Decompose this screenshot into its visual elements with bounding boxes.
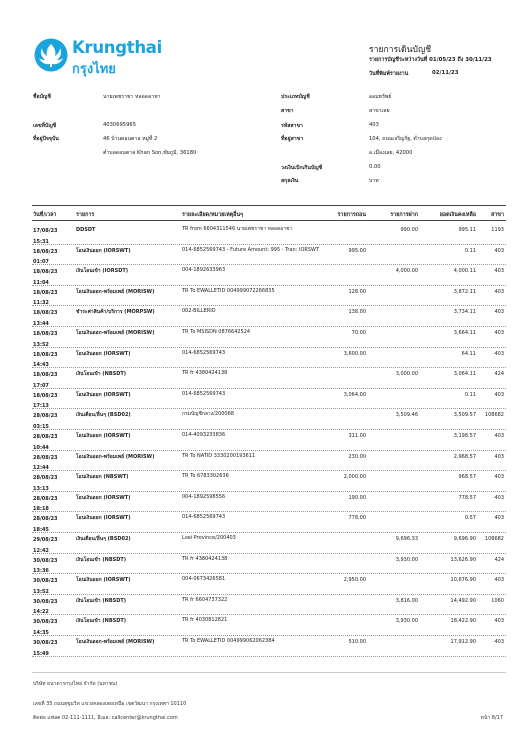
cell-balance: 3,664.11: [453, 330, 476, 336]
col-branch: สาขา: [490, 212, 504, 218]
cell-time-value: 17:07: [33, 382, 49, 389]
cell-balance: 0.11: [464, 391, 476, 398]
cell-description: TR To EWALLETID 004999072266835: [182, 287, 275, 294]
cell-deposit: 990.00: [400, 227, 418, 233]
cell-date-value: 28/08/23: [33, 475, 58, 482]
account-name: นายเพชราชา หลอดอาชา: [103, 94, 161, 100]
cell-deposit: 9,696.33: [395, 536, 418, 542]
cell-time-value: 18:18: [33, 506, 49, 513]
cell-withdrawal: 510.00: [348, 639, 366, 645]
cell-type: โอนเงินออก (IORSWT): [76, 350, 131, 357]
table-row: [32, 327, 506, 348]
cell-branch: 403: [494, 515, 504, 522]
cell-balance: 3,734.11: [453, 309, 476, 316]
cell-description: 004-0673426581: [182, 576, 226, 583]
cell-description: TR fr 4030812821: [182, 617, 228, 624]
table-row: [32, 224, 506, 245]
table-row: [32, 265, 506, 286]
cell-date-value: 30/08/23: [33, 640, 58, 646]
cell-type: โอนเงินออก (IORSWT): [76, 433, 131, 439]
cell-description: TR To EWALLETID 004999062062384: [182, 638, 275, 644]
cell-balance: 3,198.57: [453, 433, 476, 439]
table-row: [32, 430, 506, 451]
account-name-label: ชื่อบัญชี: [33, 94, 51, 100]
cell-time-value: 13:52: [33, 341, 49, 348]
cell-withdrawal: 995.00: [348, 247, 366, 254]
branch-address-line-1: 104, ถนนเจริญรัฐ, ตำบลกุดป่อง: [369, 136, 442, 142]
cell-branch: 403: [494, 577, 504, 584]
cell-type: เงินโอนเข้า (NBSDT): [76, 371, 127, 378]
cell-description: TR To 6783302636: [182, 473, 229, 480]
address-label: ที่อยู่ปัจจุบัน: [33, 136, 59, 142]
cell-type: เงินเดือน/อื่นๆ (BSD02): [76, 536, 131, 542]
cell-deposit: 4,000.00: [395, 268, 418, 275]
account-type: ออมทรัพย์: [369, 94, 392, 100]
cell-type: DDSDT: [76, 227, 96, 233]
cell-time-value: 13:36: [33, 568, 49, 575]
cell-branch: 403: [494, 288, 504, 295]
cell-description: TR from 6604311546 นายเพชราชา หลอดอาชา: [182, 226, 293, 232]
cell-balance: 9,696.90: [453, 536, 476, 542]
table-row: [32, 533, 506, 554]
cell-description: TR fr 4380424138: [182, 370, 228, 377]
table-row: [32, 409, 506, 430]
statement-period: รายการบัญชีระหว่างวันที่ 01/05/23 ถึง 30/11/23: [369, 57, 492, 63]
col-deposit: รายการฝาก: [390, 212, 418, 218]
col-type: รายการ: [76, 212, 95, 218]
table-row: [32, 306, 506, 327]
cell-date-value: 30/08/23: [33, 557, 58, 564]
cell-description: กรมบัญชีกลาง/200068: [182, 411, 234, 418]
print-date-label: วันที่พิมพ์รายงาน: [369, 71, 409, 77]
branch-label: สาขา: [281, 108, 294, 114]
table-row: [32, 574, 506, 595]
cell-branch: 403: [494, 330, 504, 336]
table-row: [32, 245, 506, 266]
cell-type: โอนเงินออก-พร้อมเพย์ (MORISW): [76, 453, 155, 460]
cell-time-value: 11:32: [33, 300, 49, 307]
cell-date-value: 28/08/23: [33, 516, 58, 523]
cell-deposit: 3,000.00: [395, 371, 418, 378]
cell-branch: 403: [494, 391, 504, 398]
cell-time-value: 01:07: [33, 259, 49, 266]
cell-withdrawal: 138.00: [348, 309, 366, 316]
cell-time-value: 15:49: [33, 650, 49, 657]
account-type-label: ประเภทบัญชี: [281, 94, 310, 100]
cell-time-value: 12:44: [33, 465, 49, 472]
cell-balance: 14,492.90: [450, 597, 476, 604]
cell-deposit: 3,509.46: [395, 412, 418, 419]
overdraft-label: วงเงินเบิกเกินบัญชี: [281, 165, 323, 171]
cell-deposit: 3,930.00: [395, 618, 418, 625]
cell-description: 004-1892633963: [182, 267, 226, 274]
cell-balance: 0.57: [464, 515, 476, 522]
cell-balance: 3,064.11: [453, 371, 476, 378]
branch-address-line-2: อ.เมืองเลย, 42000: [369, 150, 413, 156]
cell-description: 014-6852569743: [182, 349, 226, 356]
cell-description: TR To MSISDN 0876642524: [182, 329, 251, 335]
cell-date-value: 18/08/23: [33, 269, 58, 276]
cell-time-value: 13:13: [33, 485, 49, 492]
cell-description: Loei Province/200403: [182, 535, 236, 541]
cell-withdrawal: 230.00: [348, 453, 366, 460]
table-row: [32, 615, 506, 636]
cell-balance: 4,000.11: [453, 268, 476, 275]
cell-description: TR fr 6604737322: [182, 596, 228, 603]
cell-date-value: 18/08/23: [33, 392, 58, 399]
cell-balance: 17,912.90: [450, 639, 476, 645]
cell-time-value: 17:13: [33, 403, 49, 410]
col-balance: ยอดเงินคงเหลือ: [439, 212, 476, 218]
cell-balance: 13,626.90: [450, 556, 476, 563]
footer-divider: [32, 672, 506, 673]
table-row: [32, 471, 506, 492]
cell-branch: 108682: [484, 536, 504, 542]
table-row: [32, 451, 506, 472]
cell-branch: 403: [494, 350, 504, 357]
cell-time-value: 15:31: [33, 238, 49, 245]
table-row: [32, 492, 506, 513]
cell-withdrawal: 3,064.00: [343, 391, 366, 398]
cell-description: TR fr 4380424138: [182, 555, 228, 562]
cell-deposit: 3,930.00: [395, 556, 418, 563]
cell-balance: 995.11: [458, 227, 476, 233]
table-row: [32, 595, 506, 616]
cell-time-value: 12:42: [33, 547, 49, 554]
cell-branch: 403: [494, 618, 504, 625]
cell-date-value: 29/08/23: [33, 537, 58, 543]
cell-type: เงินเดือน/อื่นๆ (BSD02): [76, 412, 131, 419]
cell-withdrawal: 190.00: [348, 494, 366, 501]
branch-code-label: รหัสสาขา: [281, 123, 303, 129]
cell-date-value: 18/08/23: [33, 351, 58, 358]
col-desc: รายละเอียด/หมายเหตุอื่นๆ: [182, 212, 243, 218]
cell-withdrawal: 778.00: [348, 515, 366, 522]
cell-type: โอนเงินออก-พร้อมเพย์ (MORISW): [76, 639, 155, 645]
cell-balance: 18,422.90: [450, 618, 476, 625]
cell-balance: 3,509.57: [453, 412, 476, 419]
cell-date: [33, 638, 58, 659]
cell-description: TR To NATID 3330200193611: [182, 452, 256, 459]
table-row: [32, 286, 506, 307]
cell-type: โอนเงินออก (IORSWT): [76, 577, 131, 584]
cell-withdrawal: 311.00: [348, 433, 366, 439]
krungthai-logo: [34, 38, 162, 78]
cell-date-value: 17/08/23: [33, 228, 58, 234]
cell-balance: 968.57: [458, 474, 476, 481]
cell-date-value: 28/08/23: [33, 413, 58, 420]
table-row: [32, 348, 506, 369]
brand-name-th: กรุงไทย: [72, 62, 116, 77]
cell-time-value: 14:22: [33, 609, 49, 616]
cell-time-value: 13:44: [33, 320, 49, 327]
cell-branch: 108682: [484, 412, 504, 419]
cell-date-value: 30/08/23: [33, 619, 58, 626]
account-number-label: เลขที่บัญชี: [33, 123, 57, 129]
cell-withdrawal: 2,000.00: [343, 474, 366, 481]
cell-time-value: 18:45: [33, 526, 49, 533]
currency: บาท: [369, 178, 379, 184]
cell-branch: 403: [494, 474, 504, 481]
currency-label: สกุลเงิน: [281, 178, 299, 184]
cell-balance: 10,676.90: [450, 577, 476, 584]
cell-withdrawal: 2,950.00: [343, 577, 366, 584]
table-row: [32, 636, 506, 657]
cell-type: โอนเงินออก (IORSWT): [76, 247, 131, 254]
cell-time-value: 11:04: [33, 279, 49, 286]
cell-branch: 1060: [491, 597, 504, 604]
col-date: วันที่/เวลา: [33, 212, 57, 218]
cell-date-value: 18/08/23: [33, 372, 58, 379]
cell-date-value: 28/08/23: [33, 495, 58, 502]
krungthai-bird-icon: [34, 38, 68, 72]
cell-branch: 403: [494, 247, 504, 254]
branch: สาขาเลย: [369, 108, 390, 114]
cell-deposit: 3,816.00: [395, 597, 418, 604]
branch-address-label: ที่อยู่สาขา: [281, 136, 304, 142]
cell-time-value: 10:44: [33, 444, 49, 451]
cell-type: โอนเงินออก (IORSWT): [76, 494, 131, 501]
address-line-1: 46 บ้านดอนตาล หมู่ที่ 2: [103, 136, 158, 142]
overdraft: 0.00: [369, 164, 381, 170]
footer-company: บริษัท ธนาคารกรุงไทย จำกัด (มหาชน): [33, 681, 118, 687]
cell-balance: 778.57: [458, 494, 476, 501]
cell-withdrawal: 3,600.00: [343, 350, 366, 357]
table-row: [32, 512, 506, 533]
cell-balance: 0.11: [464, 247, 476, 254]
cell-date-value: 18/08/23: [33, 331, 58, 337]
cell-branch: 403: [494, 309, 504, 316]
cell-date-value: 30/08/23: [33, 598, 58, 605]
cell-type: โอนเงินออก (IORSWT): [76, 391, 131, 398]
brand-name-en: Krungthai: [72, 38, 162, 57]
cell-date-value: 28/08/23: [33, 454, 58, 461]
cell-time-value: 14:35: [33, 629, 49, 636]
footer-contact: ติดต่อ แฟลต 02-111-1111, อีเมล: callcenter@krungthai.com: [33, 715, 178, 721]
page-number: หน้า 8/17: [480, 715, 503, 721]
cell-branch: 403: [494, 268, 504, 275]
cell-type: โอนเงินออก (NBSWT): [76, 474, 129, 481]
cell-type: โอนเงินออก (IORSWT): [76, 515, 131, 522]
cell-type: เงินโอนเข้า (NBSDT): [76, 556, 127, 563]
cell-type: ชำระค่าสินค้า/บริการ (MORPSW): [76, 309, 155, 316]
table-header: [32, 205, 506, 221]
cell-description: 002-BILLERID: [182, 308, 216, 315]
table-row: [32, 554, 506, 575]
cell-branch: 424: [494, 371, 504, 378]
account-number: 4030695965: [103, 122, 137, 128]
cell-balance: 64.11: [461, 350, 476, 357]
cell-description: 014-4093233836: [182, 432, 226, 438]
print-date: 02/11/23: [432, 70, 459, 76]
cell-type: เงินโอนเข้า (NBSDT): [76, 597, 127, 604]
cell-branch: 403: [494, 639, 504, 645]
cell-date-value: 30/08/23: [33, 578, 58, 585]
cell-date-value: 18/08/23: [33, 310, 58, 317]
cell-type: โอนเงินออก-พร้อมเพย์ (MORISW): [76, 330, 155, 336]
cell-branch: 403: [494, 494, 504, 501]
table-row: [32, 389, 506, 410]
table-row: [32, 368, 506, 389]
cell-description: 014-6852569743: [182, 390, 226, 397]
cell-withdrawal: 70.00: [351, 330, 366, 336]
col-withdraw: รายการถอน: [337, 212, 366, 218]
cell-description: 014-6852569743 - Future Amount: 995 - Tran: IORSWT: [182, 246, 320, 253]
cell-date-value: 18/08/23: [33, 248, 58, 255]
cell-branch: 1193: [491, 227, 504, 233]
cell-date-value: 28/08/23: [33, 434, 58, 440]
statement-title: รายการเดินบัญชี: [369, 45, 432, 55]
cell-time-value: 13:52: [33, 588, 49, 595]
cell-balance: 3,872.11: [453, 288, 476, 295]
cell-type: เงินโอนเข้า (IORSDT): [76, 268, 129, 275]
cell-description: 014-6852569743: [182, 514, 226, 521]
cell-balance: 2,968.57: [453, 453, 476, 460]
branch-code: 403: [369, 122, 379, 128]
cell-time-value: 14:43: [33, 362, 49, 369]
cell-branch: 403: [494, 453, 504, 460]
cell-type: โอนเงินออก-พร้อมเพย์ (MORISW): [76, 288, 155, 295]
cell-withdrawal: 128.00: [348, 288, 366, 295]
cell-branch: 424: [494, 556, 504, 563]
cell-date-value: 18/08/23: [33, 289, 58, 296]
footer-address: เลขที่ 35 ถนนสุขุมวิท แขวงคลองเตยเหนือ เขตวัฒนา กรุงเทพฯ 10110: [33, 701, 187, 707]
cell-description: 004-1892598556: [182, 493, 226, 500]
cell-type: เงินโอนเข้า (NBSDT): [76, 618, 127, 625]
cell-branch: 403: [494, 433, 504, 439]
cell-time-value: 03:15: [33, 423, 49, 430]
address-line-2: ตำบลดอนตาล Khan Son,ชัยภูมิ, 36180: [103, 150, 197, 156]
